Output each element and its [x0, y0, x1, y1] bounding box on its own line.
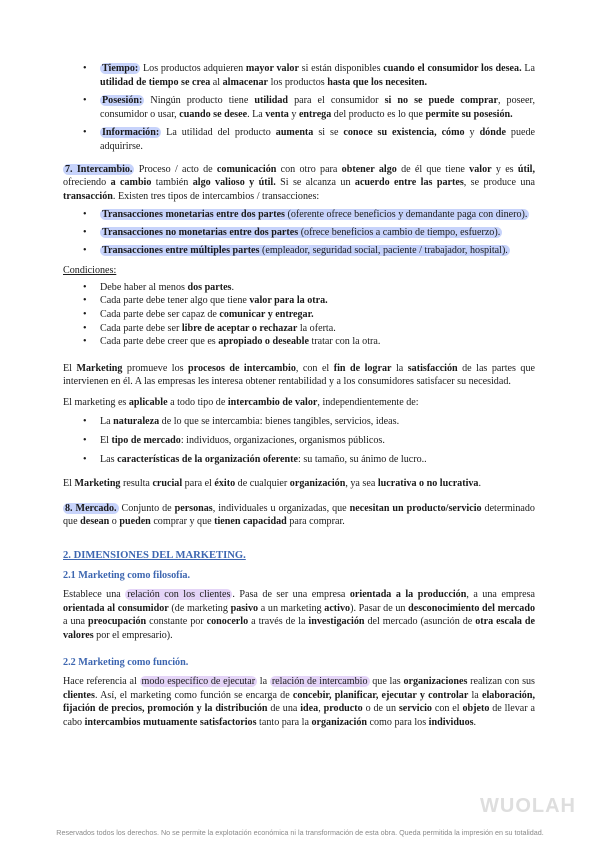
transacciones-list — [63, 208, 535, 257]
paragraph-mercado: 8. Mercado. Conjunto de personas, individuales u organizadas, que necesitan un producto/servicio determinado que desean o pueden comprar y que tienen capacidad para comprar. — [63, 502, 535, 528]
list-item-aplicable: • El tipo de mercado: individuos, organizaciones, organismos públicos. — [63, 434, 535, 448]
paragraph-marketing-promueve: El Marketing promueve los procesos de intercambio, con el fin de lograr la satisfacción de las partes que intervienen en él. A las empresas les interesa obtener rentabilidad y a los consumidores satisfacer su necesidad. — [63, 362, 536, 388]
subsection-heading-filosofia: 2.1 Marketing como filosofía. — [63, 569, 191, 581]
term-posesion: Posesión: — [102, 95, 143, 107]
paragraph-funcion: Hace referencia al modo específico de ejecutar la relación de intercambio que las organizaciones realizan con sus clientes. Así, el marketing como función se encarga de concebir, planificar, ejecutar y controlar la elaboración, fijación de precios, promoción y la distribución de una idea, producto o de un servicio con el objeto de llevar a cabo intercambios mutuamente satisfactorios tanto para la organización como para los individuos. — [63, 676, 535, 728]
list-item-posesion: • Posesión: Ningún producto tiene utilidad para el consumidor si no se puede comprar, poseer, consumidor o usar, cuando se desee. La venta y entrega del producto es lo que permite su posesión. — [63, 94, 535, 121]
paragraph-marketing-crucial: El Marketing resulta crucial para el éxito de cualquier organización, ya sea lucrativa o no lucrativa. — [63, 478, 482, 490]
list-item-tiempo: • Tiempo: Los productos adquieren mayor valor si están disponibles cuando el consumidor los desea. La utilidad de tiempo se crea al almacenar los productos hasta que los necesiten. — [63, 62, 535, 89]
list-item-aplicable: • Las características de la organización oferente: su tamaño, su ánimo de lucro.. — [63, 453, 535, 467]
subsection-heading-funcion: 2.2 Marketing como función. — [63, 656, 189, 668]
paragraph-filosofia: Establece una relación con los clientes . Pasa de ser una empresa orientada a la producción, a una empresa orientada al consumidor (de marketing pasivo a un marketing activo). Pasar de un desconocimiento del mercado a una preocupación constante por conocerlo a través de la investigación del mercado (asunción de otra escala de valores por el empresario). — [63, 589, 535, 641]
aplicable-list — [63, 415, 535, 466]
list-item-condicion: • Cada parte debe tener algo que tiene valor para la otra. — [63, 294, 535, 308]
list-item-transaccion: • Transacciones no monetarias entre dos partes (ofrece beneficios a cambio de tiempo, esfuerzo). — [63, 226, 535, 240]
utilidades-list — [63, 62, 535, 154]
list-item-condicion: • Debe haber al menos dos partes. — [63, 281, 535, 295]
list-item-aplicable: • La naturaleza de lo que se intercambia: bienes tangibles, servicios, ideas. — [63, 415, 535, 429]
condiciones-list — [63, 281, 535, 349]
list-item-condicion: • Cada parte debe ser libre de aceptar o rechazar la oferta. — [63, 322, 535, 336]
wuolah-watermark-logo: WUOLAH — [480, 795, 576, 817]
list-item-informacion: • Información: La utilidad del producto aumenta si se conoce su existencia, cómo y dónde puede adquirirse. — [63, 126, 535, 153]
page-content — [63, 62, 535, 730]
term-mercado: 8. Mercado. — [65, 502, 117, 514]
list-item-transaccion: • Transacciones monetarias entre dos partes (oferente ofrece beneficios y demandante paga con dinero). — [63, 208, 535, 222]
paragraph-marketing-aplicable: El marketing es aplicable a todo tipo de intercambio de valor, independientemente de: — [63, 396, 419, 408]
term-informacion: Información: — [102, 127, 160, 139]
list-item-condicion: • Cada parte debe creer que es apropiado o deseable tratar con la otra. — [63, 335, 535, 349]
term-intercambio: 7. Intercambio. — [65, 163, 133, 175]
term-tiempo: Tiempo: — [102, 63, 139, 74]
paragraph-intercambio: 7. Intercambio. Proceso / acto de comunicación con otro para obtener algo de él que tiene valor y es útil, ofreciendo a cambio también algo valioso y útil. Si se alcanza un acuerdo entre las partes, se produce una transacción. Existen tres tipos de intercambios / transacciones: — [63, 163, 535, 202]
section-heading-dimensiones: 2. DIMENSIONES DEL MARKETING. — [63, 550, 246, 562]
footer-copyright: Reservados todos los derechos. No se permite la explotación económica ni la transformación de esta obra. Queda permitida la impresión en su totalidad. — [56, 828, 544, 837]
condiciones-heading: Condiciones: — [63, 265, 117, 277]
list-item-transaccion: • Transacciones entre múltiples partes (empleador, seguridad social, paciente / trabajador, hospital). — [63, 244, 535, 258]
list-item-condicion: • Cada parte debe ser capaz de comunicar y entregar. — [63, 308, 535, 322]
